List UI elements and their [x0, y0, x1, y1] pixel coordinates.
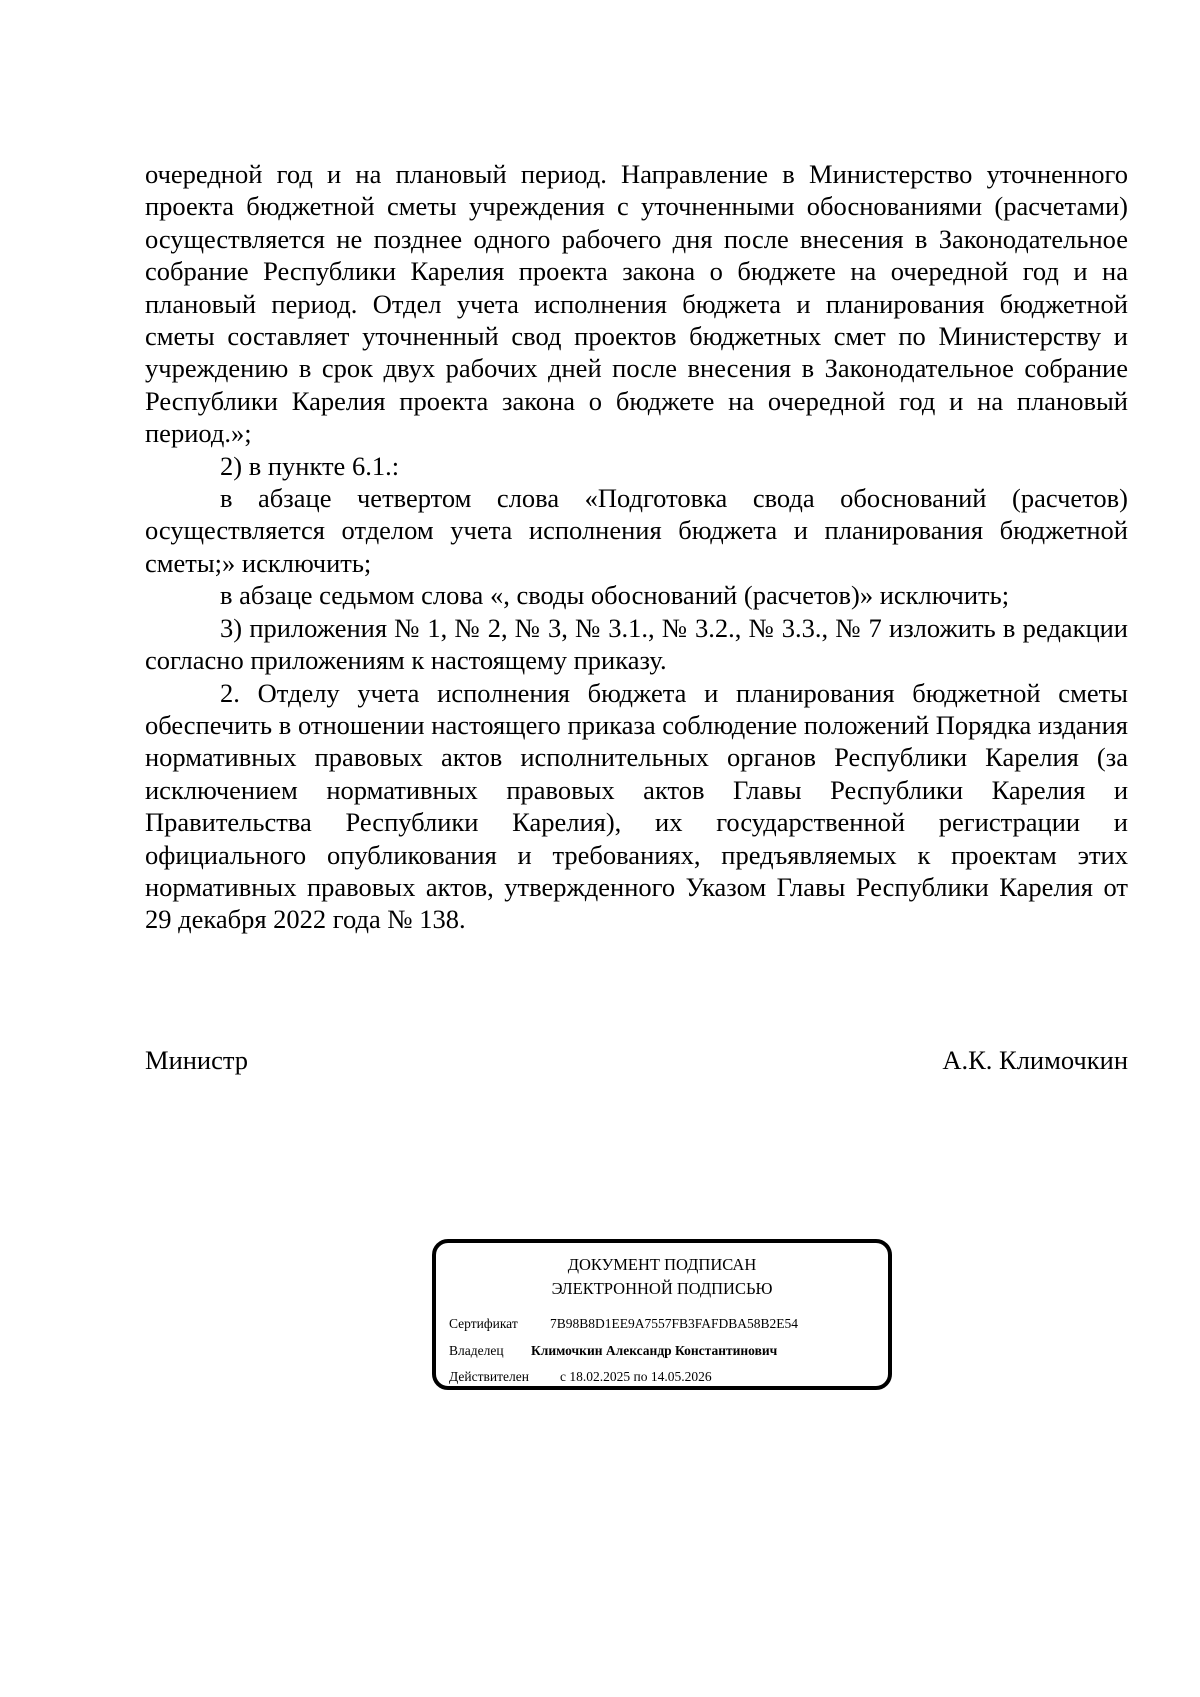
paragraph-item-3: 3) приложения № 1, № 2, № 3, № 3.1., № 3.2., № 3.3., № 7 изложить в редакции согласно приложениям к настоящему приказу. [145, 612, 1128, 676]
stamp-validity-label: Действителен [449, 1369, 529, 1384]
stamp-certificate-label: Сертификат [449, 1316, 518, 1331]
paragraph-item-2: 2) в пункте 6.1.: [220, 450, 400, 481]
paragraph-abzac-7: в абзаце седьмом слова «, своды обоснований (расчетов)» исключить; [220, 580, 1010, 611]
stamp-validity-value: с 18.02.2025 по 14.05.2026 [560, 1369, 712, 1384]
paragraph-clause-2: 2. Отделу учета исполнения бюджета и планирования бюджетной сметы обеспечить в отношении настоящего приказа соблюдение положений Порядка издания нормативных правовых актов исполнительных органов Республики Карелия (за исключением нормативных правовых актов Главы Республики Карелия и Правительства Республики Карелия), их государственной регистрации и официального опубликования и требованиях, предъявляемых к проектам этих нормативных правовых актов, утвержденного Указом Главы Республики Карелия от 29 декабря 2022 года № 138. [145, 677, 1128, 935]
stamp-title-line-1: ДОКУМЕНТ ПОДПИСАН [567, 1255, 757, 1274]
signer-name: А.К. Климочкин [942, 1045, 1128, 1075]
paragraph-continuation: очередной год и на плановый период. Направление в Министерство уточненного проекта бюджетной сметы учреждения с уточненными обоснованиями (расчетами) осуществляется не позднее одного рабочего дня после внесения в Законодательное собрание Республики Карелия проекта закона о бюджете на очередной год и на плановый период. Отдел учета исполнения бюджета и планирования бюджетной сметы составляет уточненный свод проектов бюджетных смет по Министерству и учреждению в срок двух рабочих дней после внесения в Законодательное собрание Республики Карелия проекта закона о бюджете на очередной год и на плановый период.»; [145, 159, 1128, 449]
stamp-owner-label: Владелец [449, 1343, 504, 1358]
electronic-signature-stamp [432, 1239, 892, 1390]
stamp-title-line-2: ЭЛЕКТРОННОЙ ПОДПИСЬЮ [551, 1279, 773, 1298]
stamp-certificate-row [449, 1315, 798, 1333]
stamp-owner-row [449, 1342, 777, 1360]
paragraph-abzac-4: в абзаце четвертом слова «Подготовка свода обоснований (расчетов) осуществляется отделом учета исполнения бюджета и планирования бюджетной сметы;» исключить; [145, 483, 1128, 578]
document-body [145, 158, 1128, 936]
signer-position: Министр [145, 1045, 249, 1075]
stamp-certificate-value: 7B98B8D1EE9A7557FB3FAFDBA58B2E54 [550, 1316, 799, 1331]
stamp-owner-value: Климочкин Александр Константинович [531, 1343, 778, 1358]
stamp-validity-row [449, 1368, 712, 1386]
signature-block [145, 1044, 1128, 1076]
